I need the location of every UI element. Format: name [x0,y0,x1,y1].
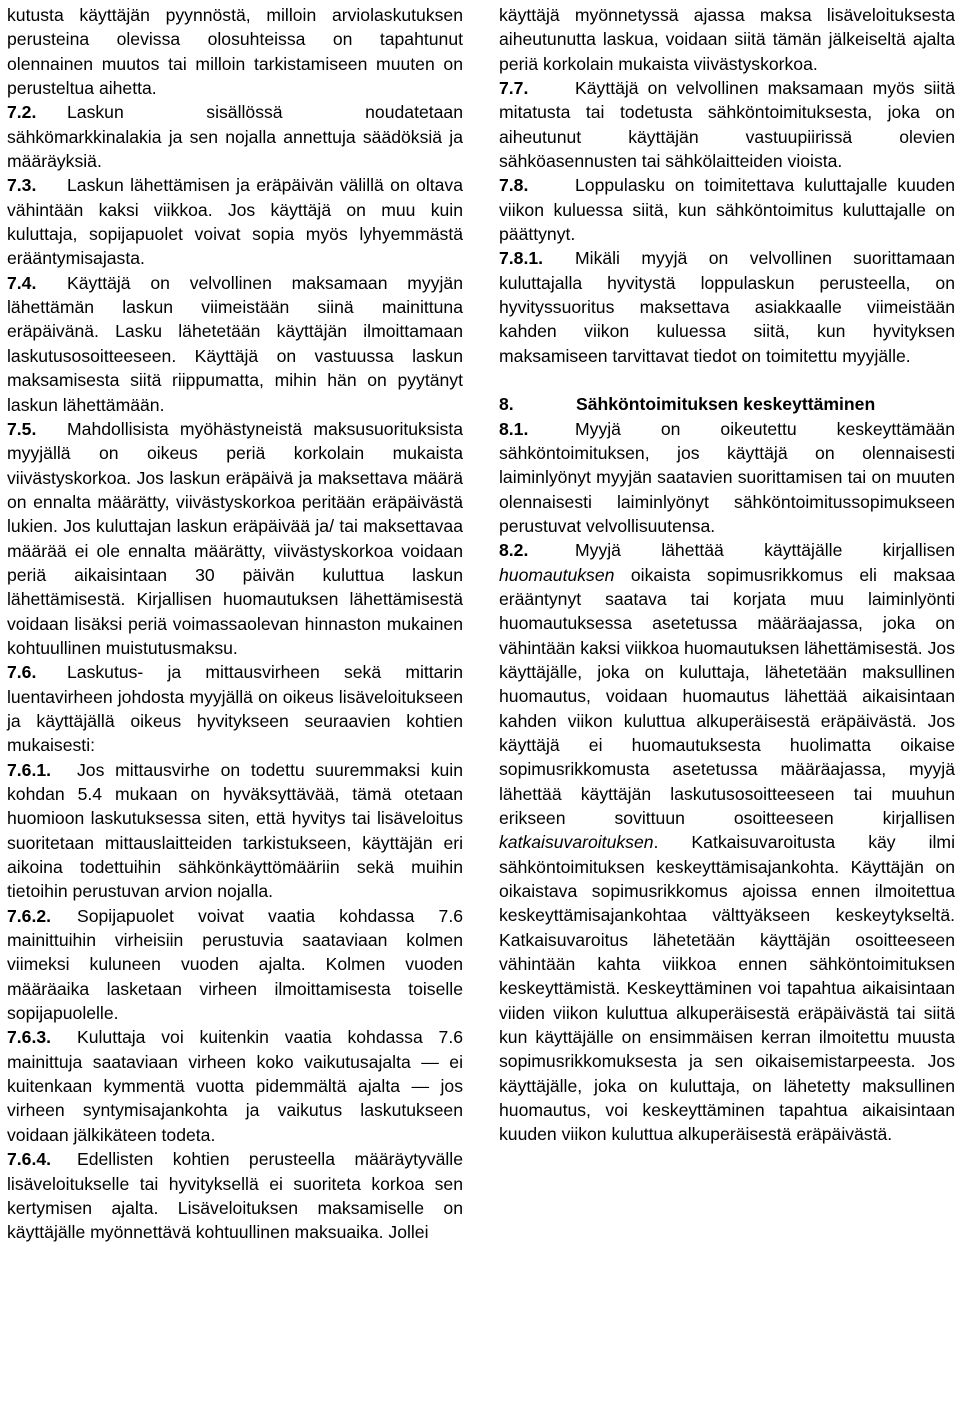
section-text: Laskun sisällössä noudatetaan sähkömarkkinalakia ja sen nojalla annettuja säädöksiä ja määräyksiä. [7,102,463,172]
section-text: Edellisten kohtien perusteella määräytyvälle lisäveloitukselle tai hyvityksellä ei suoriteta korkoa sen kertymisen ajalta. Lisäveloituksen maksamiselle on käyttäjälle myönnettävä kohtuullinen maksuaika. Jollei [7,1149,463,1243]
section-number: 7.6.3. [7,1027,52,1048]
section-7-6-4 [7,1147,463,1244]
section-number: 7.4. [7,272,37,293]
section-7-6-1 [7,758,463,904]
emphasis-katkaisuvaroituksen: katkaisuvaroituksen [499,832,654,853]
section-text: Loppulasku on toimitettava kuluttajalle kuuden viikon kuluessa siitä, kun sähköntoimitus kuluttajalle on päättynyt. [499,175,955,245]
section-text: Kuluttaja voi kuitenkin vaatia kohdassa 7.6 mainittuja saataviaan virheen koko vaikutusajalta — ei kuitenkaan kymmentä vuotta pidemmältä ajalta — jos virheen syntymisajankohta ja vaikutus laskutukseen voidaan jälkikäteen todeta. [7,1027,463,1145]
section-text: Laskutus- ja mittausvirheen sekä mittarin luentavirheen johdosta myyjällä on oikeus lisäveloitukseen ja käyttäjällä oikeus hyvitykseen seuraavien kohtien mukaisesti: [7,662,463,756]
section-7-8-1 [499,246,955,368]
section-7-6-2 [7,904,463,1026]
section-8-heading [499,392,955,416]
section-7-7 [499,76,955,173]
emphasis-huomautuksen: huomautuksen [499,564,615,585]
section-7-4 [7,271,463,417]
section-7-6 [7,660,463,757]
section-number: 8.2. [499,540,529,561]
section-text: Käyttäjä on velvollinen maksamaan myös siitä mitatusta tai todetusta sähköntoimituksesta, joka on aiheutunut käyttäjän vastuupiirissä olevien sähköasennusten tai sähkölaitteiden vioista. [499,78,955,172]
heading-title: Sähköntoimituksen keskeyttäminen [576,394,876,415]
paragraph-continuation: käyttäjä myönnetyssä ajassa maksa lisäveloituksesta aiheutunutta laskua, voidaan siitä tämän jälkeiseltä ajalta periä korkolain mukaista viivästyskorkoa. [499,5,955,74]
paragraph-intro: kutusta käyttäjän pyynnöstä, milloin arviolaskutuksen perusteina olevissa olosuhteissa on tapahtunut olennainen muutos tai milloin tarkistamiseen muuten on perusteltua aihetta. [7,5,463,99]
section-number: 7.6.1. [7,759,52,780]
section-text-b: oikaista sopimusrikkomus eli maksaa erääntynyt saatava tai korjata muu laiminlyönti huomautuksessa asetetussa määräajassa, joka on vähintään kaksi viikkoa huomautuksen lähettämisestä. Jos käyttäjälle, joka on kuluttaja, lähetetään maksullinen huomautus, voidaan huomautus lähettää aikaisintaan kahden viikon kuluttua alkuperäisestä eräpäivästä. Jos käyttäjä ei huomautuksesta huolimatta oikaise sopimusrikkomusta asetetussa määräajassa, myyjä lähettää käyttäjän laskutusosoitteeseen tai muuhun erikseen sovittuun osoitteeseen kirjallisen [499,564,956,828]
section-number: 8.1. [499,418,529,439]
section-7-2 [7,100,463,173]
section-8-2 [499,538,955,1147]
section-7-6-3 [7,1025,463,1147]
section-number: 7.6.2. [7,905,52,926]
section-text: Jos mittausvirhe on todettu suuremmaksi kuin kohdan 5.4 mukaan on hyväksyttävää, tämä otetaan huomioon laskutuksessa siten, että hyvitys tai lisäveloitus suoritetaan mittauslaitteiden tarkistukseen, käyttäjän eri aikoina todettuihin sähkönkäyttömääriin sekä muihin tietoihin perustuvan arvion nojalla. [7,759,463,902]
section-number: 7.3. [7,175,37,196]
section-number: 7.8. [499,175,529,196]
section-7-8 [499,173,955,246]
section-text: Mikäli myyjä on velvollinen suorittamaan kuluttajalla hyvitystä loppulaskun perusteella, on hyvityssuoritus maksettava asiakkaalle viimeistään kahden viikon kuluessa siitä, kun hyvityksen maksamiseen tarvittavat tiedot on toimitettu myyjälle. [499,248,955,366]
section-number: 7.8.1. [499,248,544,269]
section-number: 7.6. [7,662,37,683]
right-column [499,3,955,1147]
section-number: 7.7. [499,78,529,99]
section-text: Mahdollisista myöhästyneistä maksusuorituksista myyjällä on oikeus periä korkolain mukaista viivästyskorkoa. Jos laskun eräpäivä ja maksettava määrä on ennalta määrätty, viivästyskorkoa peritään eräpäivästä lukien. Jos kuluttajan laskun eräpäivää ja/ tai maksettavaa määrää ei ole ennalta määrätty, viivästyskorkoa voidaan periä aikaisintaan 30 päivän kuluttua laskun lähettämisestä. Kirjallisen huomautuksen lähettämisestä voidaan lisäksi periä voimassaolevan hinnaston mukainen kohtuullinen muistutusmaksu. [7,418,463,658]
left-column [7,3,463,1245]
section-text-a: Myyjä lähettää käyttäjälle kirjallisen [575,540,955,561]
section-text: Sopijapuolet voivat vaatia kohdassa 7.6 mainittuihin virheisiin perustuvia saataviaan kolmen viimeksi kuluneen vuoden ajalta. Kolmen vuoden määräaika lasketaan virheen ilmoittamisesta toiselle sopijapuolelle. [7,905,463,1024]
section-spacer [499,368,955,392]
section-text: Käyttäjä on velvollinen maksamaan myyjän lähettämän laskun viimeistään siinä mainittuna eräpäivänä. Lasku lähetetään käyttäjän ilmoittamaan laskutusosoitteeseen. Käyttäjä on vastuussa laskun maksamisesta siitä riippumatta, mihin hän on pyytänyt laskun lähettämään. [7,272,463,415]
section-number: 7.6.4. [7,1149,52,1170]
section-text: Laskun lähettämisen ja eräpäivän välillä on oltava vähintään kaksi viikkoa. Jos käyttäjä on muu kuin kuluttaja, sopijapuolet voivat sopia myös lyhyemmästä erääntymisajasta. [7,175,463,269]
section-number: 7.2. [7,102,37,123]
section-text: Myyjä on oikeutettu keskeyttämään sähköntoimituksen, jos käyttäjä on olennaisesti laiminlyönyt myyjän saatavien suorittamisen tai on muuten olennaisesti laiminlyönyt sähköntoimitussopimukseen perustuvat velvollisuutensa. [499,418,955,536]
section-8-1 [499,417,955,539]
section-text-c: . Katkaisuvaroitusta käy ilmi sähköntoimituksen keskeyttämisajankohta. Käyttäjän on oikaistava sopimusrikkomus ajoissa ennen ilmoitettua keskeyttämisajankohtaa välttyäkseen keskeytykseltä. Katkaisuvaroitus lähetetään käyttäjän osoitteeseen vähintään kahta viikkoa ennen sähköntoimituksen keskeyttämistä. Keskeyttäminen voi tapahtua aikaisintaan viiden viikon kuluttua alkuperäisestä eräpäivästä tai siitä kun käyttäjälle on ensimmäisen kerran ilmoitettu muusta sopimusrikkomuksesta ja sen oikaisemistarpeesta. Jos käyttäjälle, joka on kuluttaja, on lähetetty maksullinen huomautus, voi keskeyttäminen tapahtua aikaisintaan kuuden viikon kuluttua alkuperäisestä eräpäivästä. [499,832,955,1145]
section-7-5 [7,417,463,660]
section-number: 7.5. [7,418,37,439]
heading-number: 8. [499,394,514,415]
section-7-3 [7,173,463,270]
